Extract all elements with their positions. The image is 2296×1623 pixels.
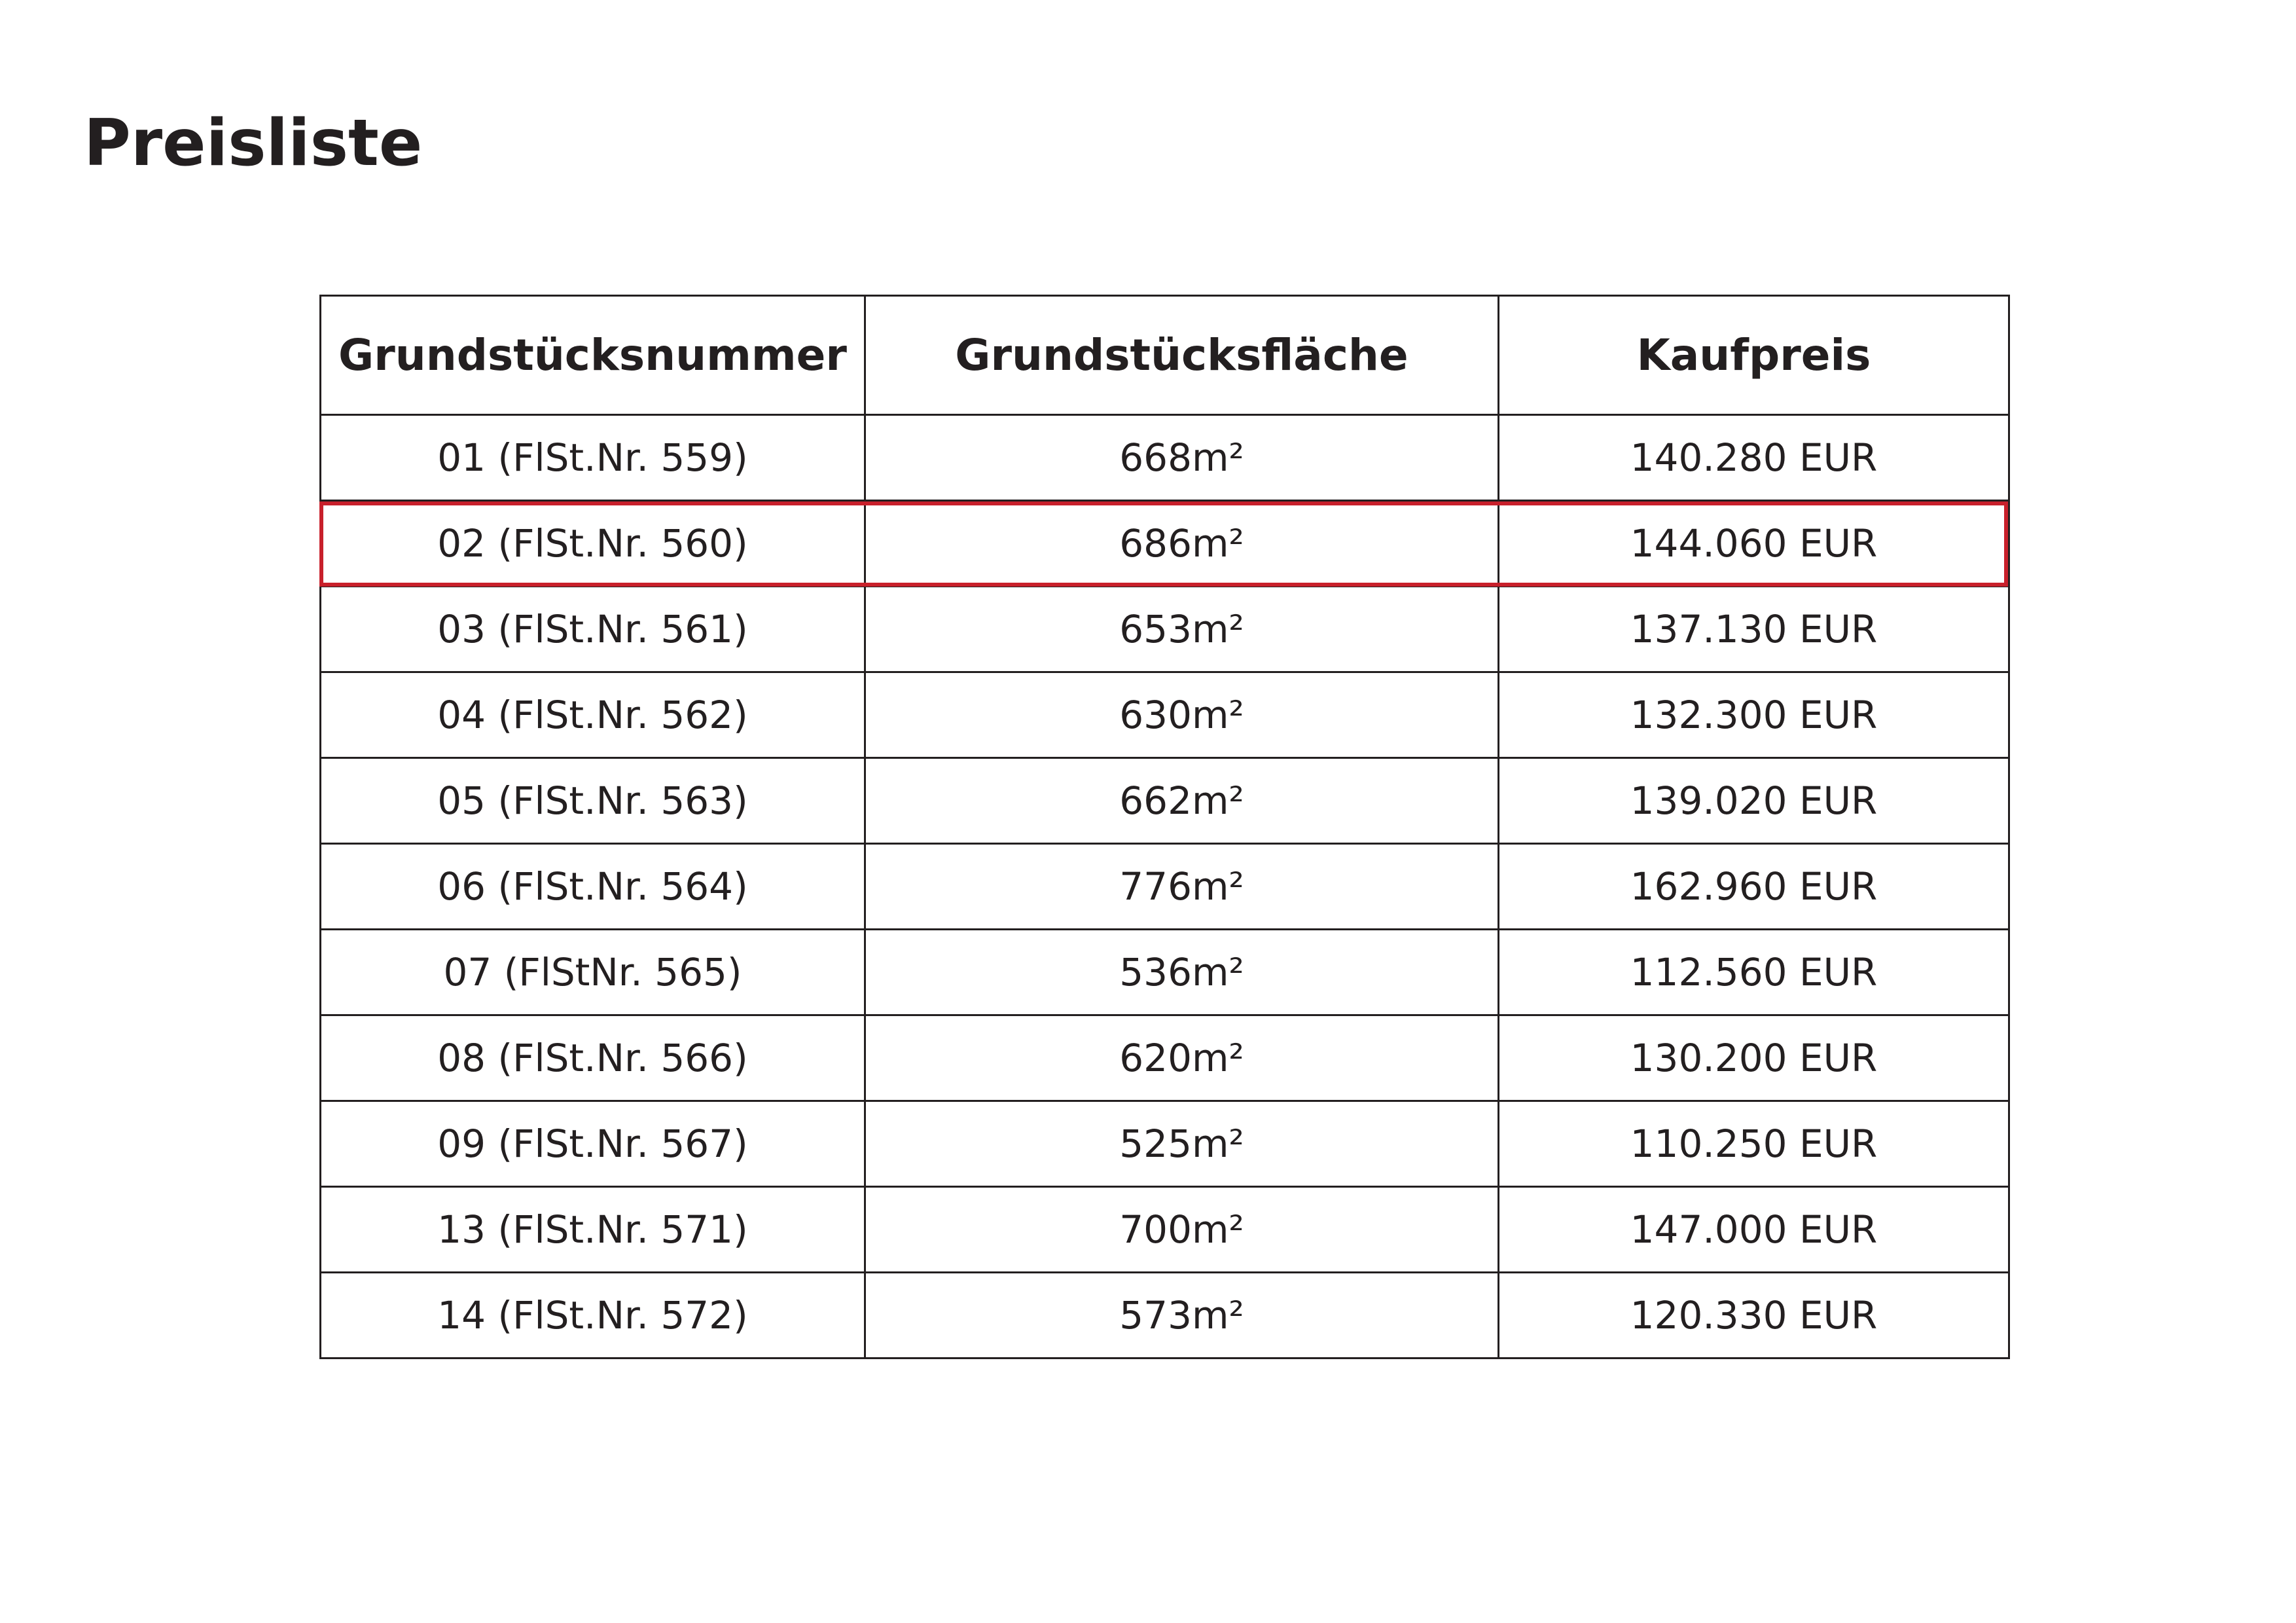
table-header-row xyxy=(321,296,2009,415)
cell-price: 132.300 EUR xyxy=(1499,672,2009,758)
table-row xyxy=(321,415,2009,501)
table-row xyxy=(321,587,2009,672)
column-header-plot-number: Grundstücksnummer xyxy=(321,296,865,415)
cell-plot-area: 630m² xyxy=(865,672,1499,758)
cell-plot-number: 03 (FlSt.Nr. 561) xyxy=(321,587,865,672)
cell-plot-number: 09 (FlSt.Nr. 567) xyxy=(321,1101,865,1187)
cell-plot-number: 01 (FlSt.Nr. 559) xyxy=(321,415,865,501)
table-row xyxy=(321,1101,2009,1187)
table-row xyxy=(321,930,2009,1015)
cell-plot-area: 662m² xyxy=(865,758,1499,844)
cell-plot-number: 14 (FlSt.Nr. 572) xyxy=(321,1273,865,1359)
cell-price: 139.020 EUR xyxy=(1499,758,2009,844)
price-table xyxy=(319,295,2010,1359)
cell-price: 144.060 EUR xyxy=(1499,501,2009,587)
cell-plot-area: 686m² xyxy=(865,501,1499,587)
cell-price: 130.200 EUR xyxy=(1499,1015,2009,1101)
cell-price: 137.130 EUR xyxy=(1499,587,2009,672)
cell-price: 162.960 EUR xyxy=(1499,844,2009,930)
cell-plot-number: 08 (FlSt.Nr. 566) xyxy=(321,1015,865,1101)
table-row xyxy=(321,1015,2009,1101)
cell-price: 112.560 EUR xyxy=(1499,930,2009,1015)
cell-plot-number: 06 (FlSt.Nr. 564) xyxy=(321,844,865,930)
cell-plot-area: 776m² xyxy=(865,844,1499,930)
table-row-highlighted xyxy=(321,501,2009,587)
cell-plot-number: 13 (FlSt.Nr. 571) xyxy=(321,1187,865,1273)
page-title: Preisliste xyxy=(84,106,423,181)
price-table-container xyxy=(319,295,2008,1359)
table-row xyxy=(321,672,2009,758)
cell-price: 147.000 EUR xyxy=(1499,1187,2009,1273)
table-row xyxy=(321,1273,2009,1359)
column-header-plot-area: Grundstücksfläche xyxy=(865,296,1499,415)
cell-plot-number: 07 (FlStNr. 565) xyxy=(321,930,865,1015)
cell-plot-area: 536m² xyxy=(865,930,1499,1015)
table-row xyxy=(321,844,2009,930)
cell-plot-area: 668m² xyxy=(865,415,1499,501)
cell-plot-number: 05 (FlSt.Nr. 563) xyxy=(321,758,865,844)
table-row xyxy=(321,1187,2009,1273)
cell-plot-area: 573m² xyxy=(865,1273,1499,1359)
cell-plot-number: 02 (FlSt.Nr. 560) xyxy=(321,501,865,587)
cell-price: 110.250 EUR xyxy=(1499,1101,2009,1187)
table-row xyxy=(321,758,2009,844)
cell-plot-area: 620m² xyxy=(865,1015,1499,1101)
cell-plot-area: 525m² xyxy=(865,1101,1499,1187)
cell-price: 140.280 EUR xyxy=(1499,415,2009,501)
cell-price: 120.330 EUR xyxy=(1499,1273,2009,1359)
cell-plot-number: 04 (FlSt.Nr. 562) xyxy=(321,672,865,758)
cell-plot-area: 700m² xyxy=(865,1187,1499,1273)
cell-plot-area: 653m² xyxy=(865,587,1499,672)
column-header-price: Kaufpreis xyxy=(1499,296,2009,415)
